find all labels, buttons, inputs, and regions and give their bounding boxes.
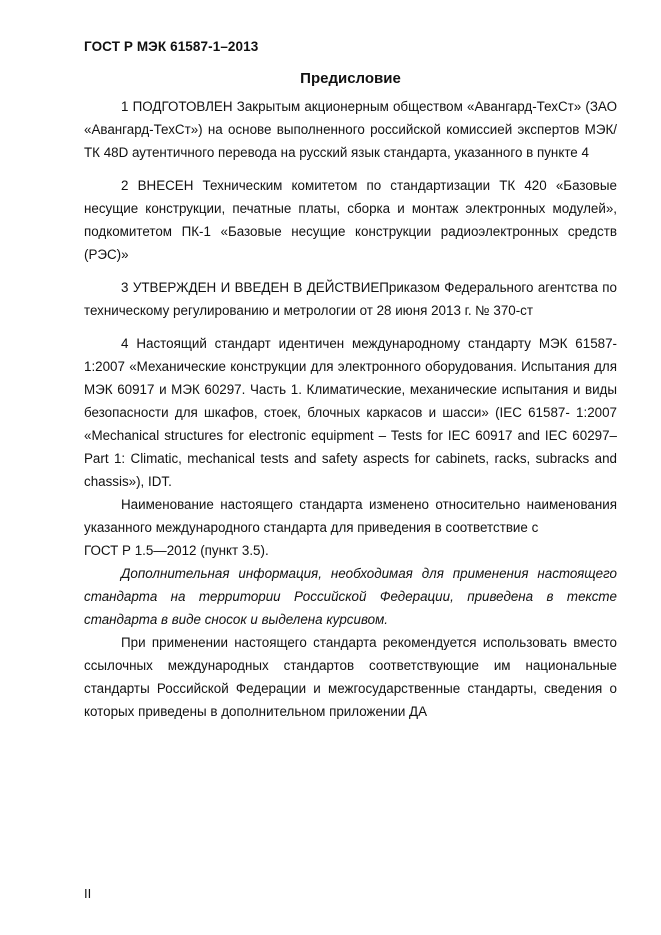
paragraph-prepared-by: 1 ПОДГОТОВЛЕН Закрытым акционерным обществом «Авангард-ТехСт» (ЗАО «Авангард-ТехСт») на основе выполненного российской комиссией экспертов МЭК/ТК 48D аутентичного перевода на русский язык стандарта, указанного в пункте 4 [84,99,617,160]
gost-reference: ГОСТ Р 1.5—2012 (пункт 3.5). [84,543,269,558]
standard-code-header: ГОСТ Р МЭК 61587-1–2013 [84,39,259,54]
paragraph-approved: 3 УТВЕРЖДЕН И ВВЕДЕН В ДЕЙСТВИЕПриказом Федерального агентства по техническому регулированию и метрологии от 28 июня 2013 г. № 370-ст [84,280,617,318]
document-body [84,95,617,723]
paragraph-submitted-by: 2 ВНЕСЕН Техническим комитетом по стандартизации ТК 420 «Базовые несущие конструкции, печатные платы, сборка и монтаж электронных модулей», подкомитетом ПК-1 «Базовые несущие конструкции радиоэлектронных средств (РЭС)» [84,178,617,262]
paragraph-name-changed [84,493,617,562]
paragraph-additional-info: Дополнительная информация, необходимая для применения настоящего стандарта на территории Российской Федерации, приведена в тексте стандарта в виде сносок и выделена курсивом. [84,566,617,627]
paragraph-referenced-standards: При применении настоящего стандарта рекомендуется использовать вместо ссылочных международных стандартов соответствующие им национальные стандарты Российской Федерации и межгосударственные стандарты, сведения о которых приведены в дополнительном приложении ДА [84,635,617,719]
paragraph-identical-standard: 4 Настоящий стандарт идентичен международному стандарту МЭК 61587-1:2007 «Механические конструкции для электронного оборудования. Испытания для МЭК 60917 и МЭК 60297. Часть 1. Климатические, механические испытания и виды безопасности для шкафов, стоек, блочных каркасов и шасси» (IEC 61587- 1:2007 «Mechanical structures for electronic equipment – Tests for IEC 60917 and IEC 60297– Part 1: Climatic, mechanical tests and safety aspects for cabinets, racks, subracks and chassis»), IDT. [84,336,617,489]
name-changed-text: Наименование настоящего стандарта изменено относительно наименования указанного международного стандарта для приведения в соответствие с [84,497,617,535]
page-title: Предисловие [300,70,401,87]
page-number: II [84,886,92,901]
